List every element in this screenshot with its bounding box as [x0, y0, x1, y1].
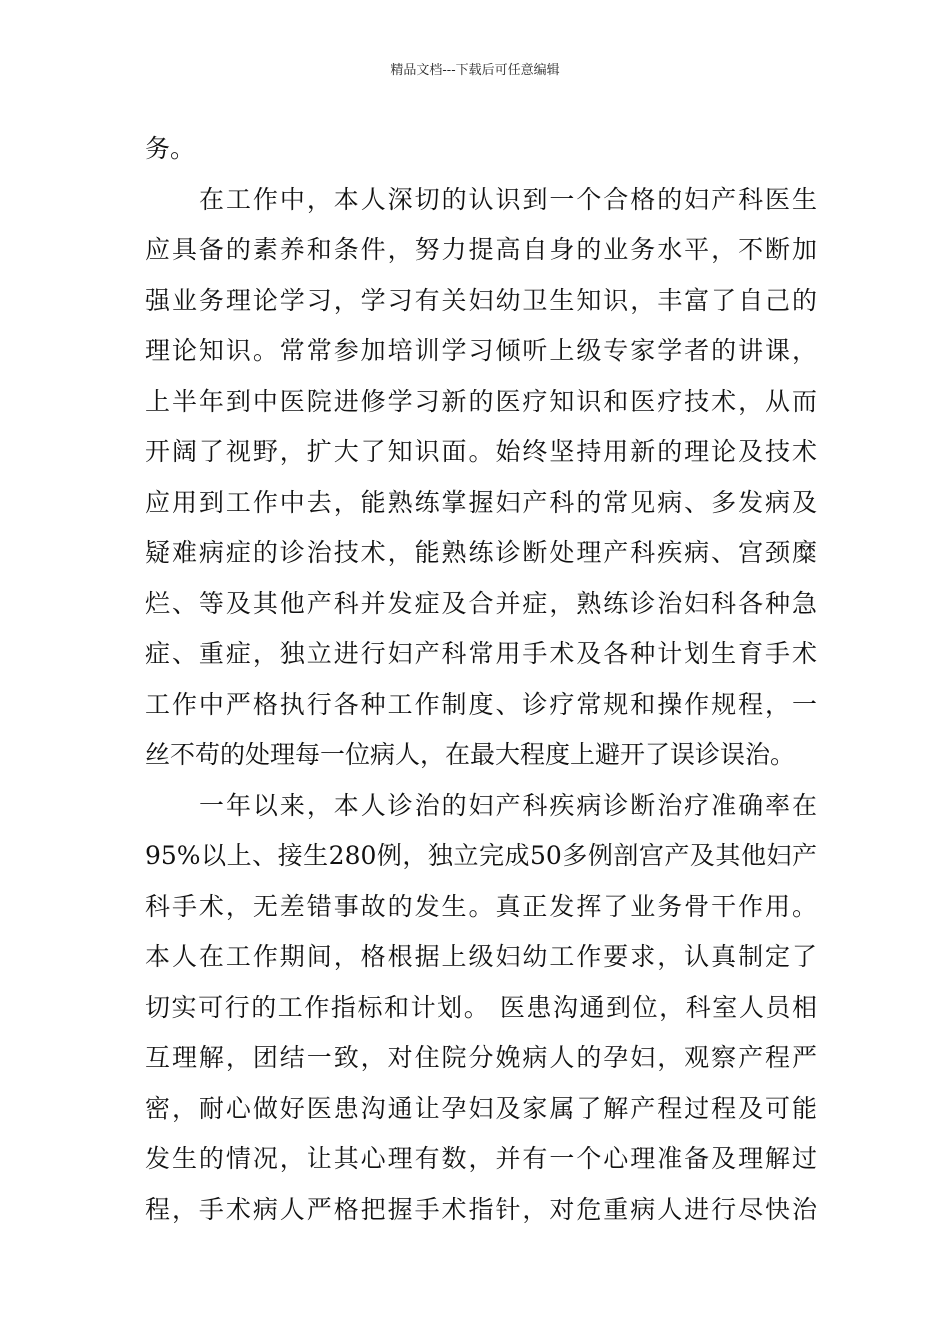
text-line: 务。 [145, 134, 196, 163]
text-line: 程，手术病人严格把握手术指针，对危重病人进行尽快治 [145, 1194, 817, 1224]
text-line: 应用到工作中去，能熟练掌握妇产科的常见病、多发病及 [145, 487, 817, 517]
text-line: 开阔了视野，扩大了知识面。始终坚持用新的理论及技术 [145, 437, 817, 466]
body-text [145, 124, 817, 1235]
text-line: 丝不苟的处理每一位病人，在最大程度上避开了误诊误治。 [145, 740, 796, 769]
text-line: 本人在工作期间，格根据上级妇幼工作要求，认真制定了 [145, 942, 817, 971]
text-line: 95%以上、接生280例，独立完成50多例剖宫产及其他妇产 [145, 841, 817, 870]
text-line: 发生的情况，让其心理有数，并有一个心理准备及理解过 [145, 1144, 817, 1173]
text-line: 症、重症，独立进行妇产科常用手术及各种计划生育手术 [145, 639, 817, 668]
text-line: 科手术，无差错事故的发生。真正发挥了业务骨干作用。 [145, 891, 817, 921]
text-line: 烂、等及其他产科并发症及合并症，熟练诊治妇科各种急 [145, 588, 817, 618]
text-line: 工作中严格执行各种工作制度、诊疗常规和操作规程，一 [145, 689, 817, 719]
text-line: 疑难病症的诊治技术，能熟练诊断处理产科疾病、宫颈糜 [145, 538, 817, 567]
text-line: 强业务理论学习，学习有关妇幼卫生知识，丰富了自己的 [145, 285, 817, 315]
paragraph-first-line: 一年以来，本人诊治的妇产科疾病诊断治疗准确率在 [199, 790, 817, 820]
text-line: 互理解，团结一致，对住院分娩病人的孕妇，观察产程严 [145, 1043, 817, 1072]
text-line: 理论知识。常常参加培训学习倾听上级专家学者的讲课， [145, 336, 817, 365]
text-line: 上半年到中医院进修学习新的医疗知识和医疗技术，从而 [145, 386, 817, 416]
text-line: 密，耐心做好医患沟通让孕妇及家属了解产程过程及可能 [145, 1093, 817, 1123]
text-line: 应具备的素养和条件，努力提高自身的业务水平，不断加 [145, 235, 817, 264]
page-header: 精品文档---下载后可任意编辑 [390, 63, 560, 78]
paragraph-first-line: 在工作中，本人深切的认识到一个合格的妇产科医生 [199, 184, 817, 214]
text-line: 切实可行的工作指标和计划。 医患沟通到位，科室人员相 [145, 992, 817, 1022]
